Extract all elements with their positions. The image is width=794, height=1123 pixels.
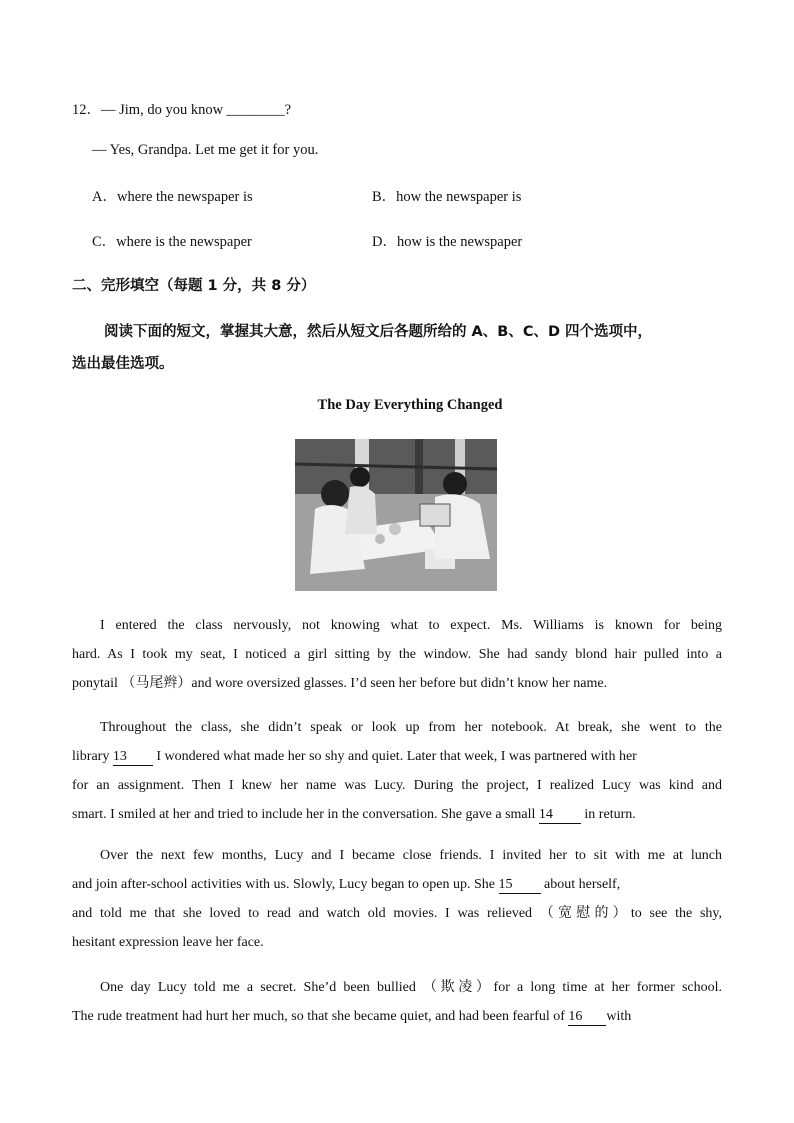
text-segment: I wondered what made her so shy and quiet. Later that week, I was partnered with her (152, 749, 637, 764)
section-instruction-line-1: 阅读下面的短文，掌握其大意，然后从短文后各题所给的 A、B、C、D 四个选项中， (104, 324, 653, 340)
blank-14[interactable]: 14 (539, 807, 581, 824)
option-d: D．how is the newspaper (372, 234, 523, 250)
paragraph-line: hard. As I took my seat, I noticed a girl sitting by the window. She had sandy blond hair pulled into a (72, 647, 722, 662)
paragraph-line: and told me that she loved to read and watch old movies. I was relieved （宽慰的）to see the shy, (72, 906, 722, 921)
paragraph-line (72, 800, 722, 829)
text-segment: The rude treatment had hurt her much, so that she became quiet, and had been fearful of (72, 1009, 569, 1024)
paragraph-line (72, 1002, 722, 1031)
question-number: 12． (72, 102, 101, 118)
blank-16[interactable]: 16 (568, 1009, 606, 1026)
photo-students-studying-outdoors-icon (295, 439, 497, 591)
paragraph-line: for an assignment. Then I knew her name was Lucy. During the project, I realized Lucy was kind and (72, 778, 722, 793)
section-instruction-line-2: 选出最佳选项。 (72, 356, 174, 372)
text-segment: library (72, 749, 113, 764)
paragraph-line (72, 870, 722, 899)
question-stem-text: — Jim, do you know ________? (101, 102, 292, 118)
students-photo (295, 439, 497, 591)
blank-15[interactable]: 15 (499, 877, 541, 894)
text-segment: with (606, 1009, 632, 1024)
text-segment: in return. (580, 807, 636, 822)
paragraph-line: ponytail （马尾辫）and wore oversized glasses. I’d seen her before but didn’t know her name. (72, 676, 608, 691)
paragraph-line: Over the next few months, Lucy and I became close friends. I invited her to sit with me at lunch (100, 848, 722, 863)
question-12-stem (72, 98, 291, 119)
passage-title: The Day Everything Changed (317, 397, 503, 413)
paragraph-4 (72, 973, 722, 1031)
text-segment: smart. I smiled at her and tried to include her in the conversation. She gave a small (72, 807, 539, 822)
question-12-reply: — Yes, Grandpa. Let me get it for you. (92, 142, 319, 158)
option-b: B．how the newspaper is (372, 189, 522, 205)
blank-13[interactable]: 13 (113, 749, 153, 766)
text-segment: and join after-school activities with us. Slowly, Lucy began to open up. She (72, 877, 499, 892)
paragraph-3 (72, 841, 722, 957)
option-a: A．where the newspaper is (92, 189, 253, 205)
paragraph-line: One day Lucy told me a secret. She’d been bullied （欺凌）for a long time at her former school. (100, 980, 722, 995)
paragraph-1 (72, 611, 722, 698)
option-c: C．where is the newspaper (92, 234, 252, 250)
paragraph-2 (72, 713, 722, 829)
paragraph-line: hesitant expression leave her face. (72, 935, 264, 950)
section-heading: 二、完形填空（每题 1 分，共 8 分） (72, 278, 316, 294)
paragraph-line (72, 742, 722, 771)
text-segment: about herself, (540, 877, 621, 892)
paragraph-line: Throughout the class, she didn’t speak or look up from her notebook. At break, she went to the (100, 720, 722, 735)
paragraph-line: I entered the class nervously, not knowing what to expect. Ms. Williams is known for being (100, 618, 722, 633)
